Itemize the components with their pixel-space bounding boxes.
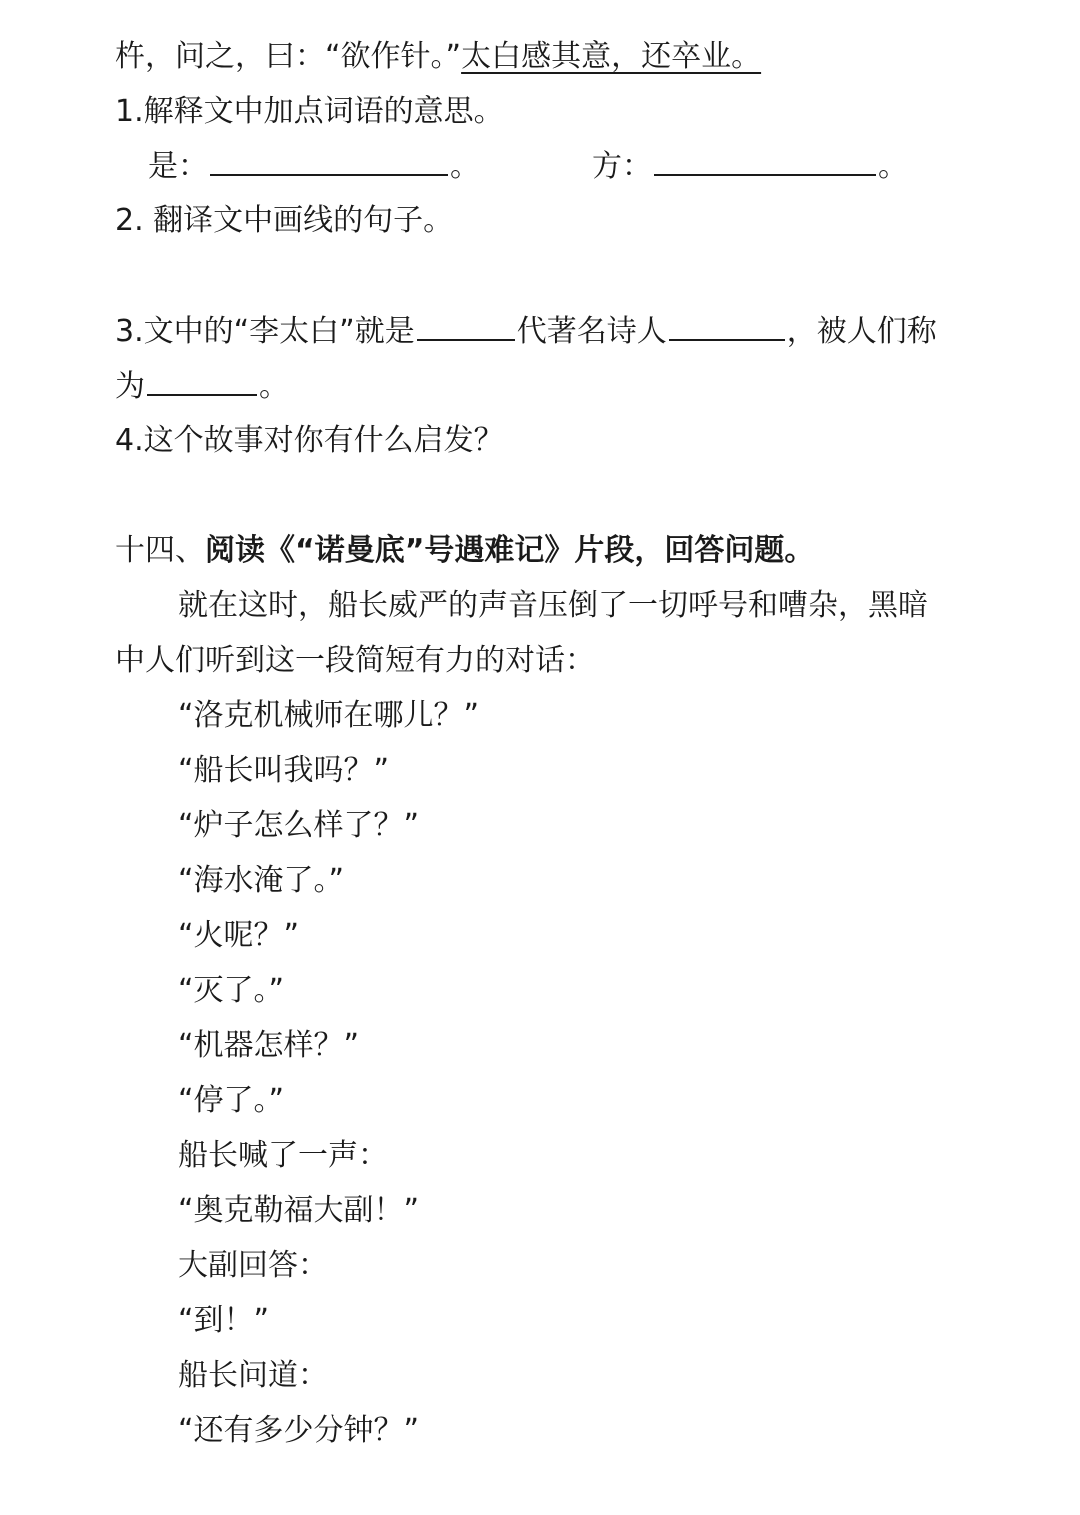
dialogue-line: 船长喊了一声：	[178, 1138, 388, 1173]
question-1: 1.解释文中加点词语的意思。	[115, 94, 504, 129]
answer-blank-title[interactable]	[147, 366, 257, 396]
question-3: 3.文中的“李太白”就是 代著名诗人 ，被人们称	[115, 311, 937, 352]
dialogue-line: 大副回答：	[178, 1248, 328, 1283]
section-14-heading	[115, 531, 814, 571]
answer-blank-shi[interactable]	[210, 146, 448, 176]
dialogue-line: “机器怎样？”	[178, 1028, 360, 1063]
dialogue-line: “奥克勒福大副！”	[178, 1193, 420, 1228]
dialogue-line: “灭了。”	[178, 973, 285, 1008]
word-label-fang: 方：	[592, 149, 652, 184]
section-number: 十四、	[115, 533, 205, 568]
answer-row-1b: 方： 。	[592, 146, 908, 187]
question-3-cont: 为 。	[115, 366, 289, 407]
underlined-sentence: 太白感其意，还卒业。	[461, 39, 762, 74]
paragraph-line-1: 就在这时，船长威严的声音压倒了一切呼号和嘈杂，黑暗	[178, 588, 928, 623]
section-title: 阅读《“诺曼底”号遇难记》片段，回答问题。	[205, 533, 815, 568]
dialogue-line: “炉子怎么样了？”	[178, 808, 420, 843]
dialogue-line: “洛克机械师在哪儿？”	[178, 698, 480, 733]
paragraph-line-2: 中人们听到这一段简短有力的对话：	[115, 643, 595, 678]
answer-blank-dynasty[interactable]	[417, 311, 515, 341]
answer-row-1a: 是： 。	[148, 146, 480, 187]
dialogue-line: “还有多少分钟？”	[178, 1413, 420, 1448]
dialogue-line: “船长叫我吗？”	[178, 753, 390, 788]
dialogue-line: “火呢？”	[178, 918, 300, 953]
dialogue-line: “到！”	[178, 1303, 270, 1338]
passage-last-line	[115, 37, 761, 77]
dialogue-line: “海水淹了。”	[178, 863, 345, 898]
question-4: 4.这个故事对你有什么启发？	[115, 423, 504, 458]
answer-blank-poet[interactable]	[669, 311, 785, 341]
dialogue-line: “停了。”	[178, 1083, 285, 1118]
word-label-shi: 是：	[148, 149, 208, 184]
answer-blank-fang[interactable]	[654, 146, 876, 176]
dialogue-line: 船长问道：	[178, 1358, 328, 1393]
passage-text: 杵，问之，曰：“欲作针。”	[115, 39, 462, 74]
question-2: 2. 翻译文中画线的句子。	[115, 203, 454, 238]
